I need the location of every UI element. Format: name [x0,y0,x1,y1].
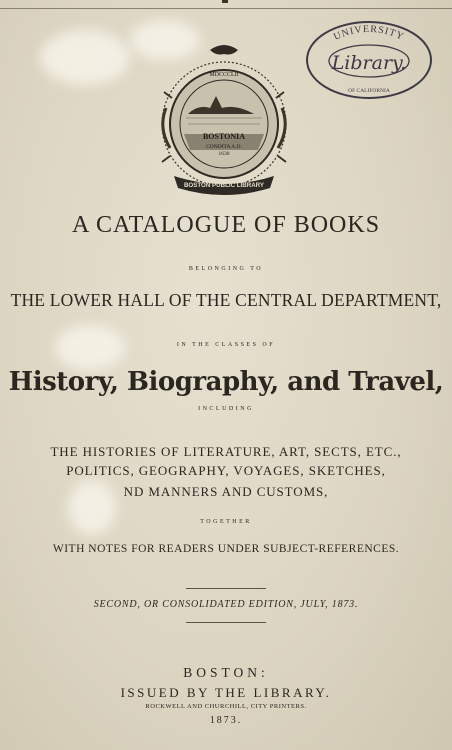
page-mark [222,0,228,3]
divider-rule [186,588,266,589]
paper-stain [40,30,130,85]
subjects-line-3: ND MANNERS AND CUSTOMS, [123,484,329,499]
imprint-issued-by: ISSUED BY THE LIBRARY. [120,685,332,700]
imprint-place: BOSTON: [183,665,269,680]
imprint-printers: ROCKWELL AND CHURCHILL, CITY PRINTERS. [145,703,307,710]
svg-text:UNIVERSITY [332,24,406,43]
seal-ribbon-text: BOSTON PUBLIC LIBRARY [183,182,265,189]
seal-year: 1630 [218,151,230,157]
hall-line: THE LOWER HALL OF THE CENTRAL DEPARTMENT, [10,290,442,310]
boston-public-library-seal [152,38,296,198]
seal-top-text: BOSTONIA [202,132,246,141]
edition-line: SECOND, OR CONSOLIDATED EDITION, JULY, 1873. [93,599,359,610]
stamp-bottom-text: OF CALIFORNIA [348,88,390,94]
together: TOGETHER [200,519,252,525]
stamp-center-text: Library. [331,52,407,74]
belonging-to: BELONGING TO [188,266,264,272]
top-rule [0,8,452,9]
subjects-line-1: THE HISTORIES OF LITERATURE, ART, SECTS, ETC., [50,444,402,459]
including: INCLUDING [198,406,254,412]
divider-rule [186,622,266,623]
imprint-year: 1873. [209,715,243,726]
seal-middle-text: CONDITA A.D. [206,144,242,150]
main-title: A CATALOGUE OF BOOKS [71,212,381,238]
classes-blackletter: History, Biography, and Travel, [8,367,444,397]
notes-line: WITH NOTES FOR READERS UNDER SUBJECT-REFERENCES. [52,543,400,555]
university-library-stamp [305,20,433,100]
in-the-classes-of: IN THE CLASSES OF [176,342,276,348]
stamp-arc-text: UNIVERSITY [332,23,406,43]
seal-rim-text: MDCCCLII [209,72,239,78]
subjects-line-2: POLITICS, GEOGRAPHY, VOYAGES, SKETCHES, [66,463,386,478]
